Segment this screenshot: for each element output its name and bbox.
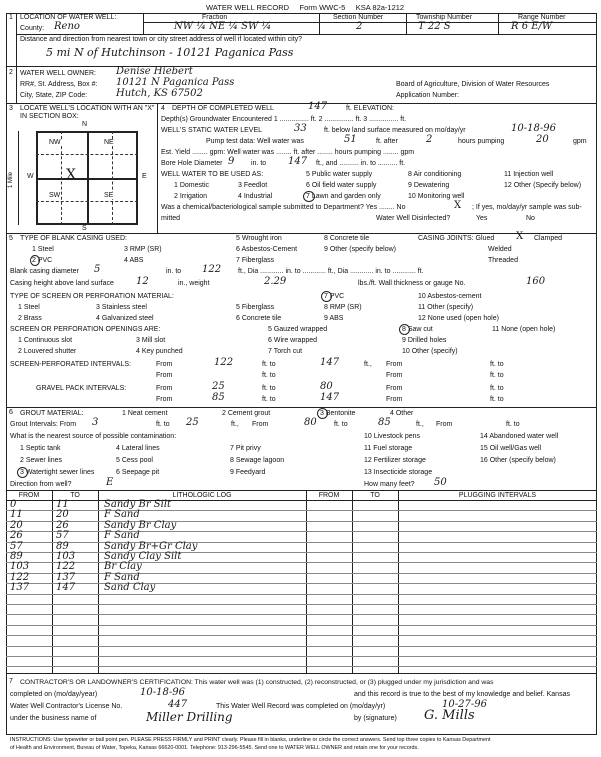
screen-option[interactable]: 3 Stainless steel <box>96 304 147 311</box>
plugging-intervals-header: PLUGGING INTERVALS <box>458 492 537 499</box>
pump-gpm-value[interactable]: 20 <box>536 134 549 145</box>
clamped-option[interactable]: Clamped <box>534 235 563 242</box>
business-name[interactable]: Miller Drilling <box>146 710 233 724</box>
use-option[interactable]: 1 Domestic <box>174 182 210 189</box>
log-cell-from[interactable]: 0 <box>10 499 17 510</box>
ft-to-label: ft. to <box>490 385 504 392</box>
use-option[interactable]: 3 Feedlot <box>238 182 268 189</box>
log-cell-to[interactable]: 11 <box>56 499 69 510</box>
weight-label: in., weight <box>178 280 210 287</box>
selected-circle-icon <box>321 291 332 302</box>
owner-label: WATER WELL OWNER: <box>20 70 96 77</box>
use-option[interactable]: 10 Monitoring well <box>408 193 465 200</box>
feet-value[interactable]: 50 <box>434 477 447 488</box>
gpm-label: gpm <box>573 138 587 145</box>
from-label: From <box>436 421 453 428</box>
pump-test-value[interactable]: 51 <box>344 134 357 145</box>
casing-option[interactable]: 8 Concrete tile <box>324 235 370 242</box>
grout-intervals-label: Grout Intervals: From <box>10 421 77 428</box>
grout-option-selected[interactable]: 3 Bentonite <box>320 410 356 417</box>
opening-option[interactable]: 1 Continuous slot <box>18 337 73 344</box>
casing-option[interactable]: 9 Other (specify below) <box>324 246 396 253</box>
casing-option[interactable]: 5 Wrought iron <box>236 235 282 242</box>
log-to-header: TO <box>70 492 80 499</box>
opening-option[interactable]: 4 Key punched <box>136 348 183 355</box>
contam-option[interactable]: 12 Fertilizer storage <box>364 457 426 464</box>
log-cell-to[interactable]: 26 <box>56 519 69 531</box>
nw-quadrant-label: NW <box>49 139 61 146</box>
log-from-header: FROM <box>18 492 40 499</box>
township-value[interactable]: T 22 S <box>418 21 451 32</box>
opening-option[interactable]: 11 None (open hole) <box>492 326 556 333</box>
township-label: Township Number <box>416 14 473 21</box>
grout-to-value[interactable]: 25 <box>186 417 199 428</box>
use-option-selected[interactable]: 7 Lawn and garden only <box>306 193 381 200</box>
contam-option[interactable]: 8 Sewage lagoon <box>230 457 285 464</box>
completed-tail: and this record is true to the best of my knowledge and belief. Kansas <box>354 691 570 698</box>
gauge-value[interactable]: 160 <box>526 276 546 287</box>
county-value[interactable]: Reno <box>54 21 80 32</box>
contam-option[interactable]: 16 Other (specify below) <box>480 457 556 464</box>
fraction-label: Fraction <box>202 14 228 21</box>
casing-depth-value[interactable]: 122 <box>202 264 222 275</box>
screen-option[interactable]: 5 Fiberglass <box>236 304 275 311</box>
pump-test-label: Pump test data: Well water was <box>206 138 304 145</box>
signature-label: by (signature) <box>354 715 397 722</box>
diam-tail: ft., Dia ............ in. to ............ ft., Dia ............ in. to ............ ft. <box>238 268 424 275</box>
screen-option[interactable]: 4 Galvanized steel <box>96 315 154 322</box>
log-cell-to[interactable]: 103 <box>56 551 76 562</box>
ft-to-label: ft. to <box>262 372 276 379</box>
ft-to-label: ft. to <box>334 421 348 428</box>
grout-from-value[interactable]: 3 <box>92 417 99 428</box>
range-label: Range Number <box>518 14 566 21</box>
after-label: ft. after <box>376 138 398 145</box>
depth-value[interactable]: 147 <box>308 101 328 112</box>
chem-sample-label: Was a chemical/bacteriological sample submitted to Department? Yes ........ No <box>161 204 406 211</box>
log-cell-desc[interactable]: Br Clay <box>104 561 142 573</box>
completed-label: completed on (mo/day/year) <box>10 691 98 698</box>
ft-to-label: ft. to <box>156 421 170 428</box>
bore-to-label: in. to <box>251 160 267 167</box>
log-cell-desc[interactable]: Sandy Br+Gr Clay <box>104 540 198 552</box>
log-cell-to[interactable]: 122 <box>56 561 76 573</box>
ft-to-label: ft. to <box>490 396 504 403</box>
casing-diameter-value[interactable]: 5 <box>94 264 101 275</box>
from-label: From <box>156 396 173 403</box>
screen-option[interactable]: 1 Steel <box>18 304 40 311</box>
ft-to-label: ft. to <box>262 361 276 368</box>
log-cell-desc[interactable]: Sandy Br Silt <box>104 499 172 510</box>
log-cell-desc[interactable]: Sand Clay <box>104 582 156 594</box>
log-rule <box>6 646 597 647</box>
contam-option[interactable]: 11 Fuel storage <box>364 445 413 452</box>
log-cell-desc[interactable]: F Sand <box>104 530 140 542</box>
water-well-record-form: WATER WELL RECORD Form WWC-5 KSA 82a-1212 1 LOCATION OF WATER WELL: Fraction Section Number Township Number Range Number County: Reno NW ¼ NE ¼ SW ¼ 2 T 22 S R 6 E/W Distance and direction from nearest town or city street address of well if located within city? 5 mi N of Hutchinson - 10121 Paganica Pass 2 WATER WELL OWNER: Denise Hiebert RR#, St. Address, Box #: 10121 N Paganica Pass City, State, ZIP Code: Hutch, KS 67502 Board of Agriculture, Division of Water Resources Application Number: 3 LOCATE WELL'S LOCATION WITH AN "X" IN SECTION BOX: N S W E 1 Mile NW NE SW SE X 4 DEPTH OF COMPLETED WELL 147 ft. ELEVATION: Depth(s) Groundwater Encountered 1 ............... ft. 2 ............... ft. 3 ............... ft. WELL'S STATIC WATER LEVEL 33 ft. below land surface measured on mo/day/yr 10-18-96 Pump test data: Well water was 51 ft. after 2 hours pumping 20 gpm Est. Yield ........ gpm: Well water was ........ ft. after ........ hours pumping ........ gpm Bore Hole Diameter 9 in. to 147 ft., and .......... in. to .......... ft. WELL WATER TO BE USED AS: 5 Public water supply 8 Air conditioning 11 Injection well 1 Domestic 3 Feedlot 6 Oil field water supply 9 Dewatering 12 Other (Specify below) 2 Irrigation 4 Industrial 7 Lawn and garden only 10 Monitoring well Was a chemical/bacteriological sample submitted to Department? Yes ........ No X ; If yes, mo/day/yr sample was sub- mitted Water Well Disinfected? Yes No 5 TYPE OF BLANK CASING USED: 5 Wrought iron 8 Concrete tile 1 Steel 3 RMP (SR) 6 Asbestos-Cement 9 Other (specify below) 2 PVC 4 ABS 7 Fiberglass CASING JOINTS: Glued X Clamped Welded Threaded Blank casing diameter 5 in. to 122 ft., Dia ............ in. to ............ ft., Dia ............ in. to ............ ft. Casing height above land surface 12 in., weight 2.29 lbs./ft. Wall thickness or gauge No. 160 TYPE OF SCREEN OR PERFORATION MATERIAL: 7 PVC 10 Asbestos-cement 1 Steel 3 Stainless steel 5 Fiberglass 8 RMP (SR) 11 Other (specify) 2 Brass 4 Galvanized steel 6 Concrete tile 9 ABS 12 None used (open hole) SCREEN OR PERFORATION OPENINGS ARE: 5 Gauzed wrapped 8 Saw cut 11 None (open hole) 1 Continuous slot 3 Mill slot 6 Wire wrapped 9 Drilled holes 2 Louvered shutter 4 Key punched 7 Torch cut 10 Other (specify) SCREEN-PERFORATED INTERVALS: From 122 ft. to 147 ft., From ft. to From ft. to From ft. to GRAVEL PACK INTERVALS: From 25 ft. to 80 From ft. to From 85 ft. to 147 From ft. to 6 GROUT MATERIAL: 1 Neat cement 2 Cement grout 3 Bentonite 4 Other Grout Intervals: From 3 ft. to 25 ft., From 80 ft. to 85 ft., From ft. to What is the nearest source of possible contamination: 10 Livestock pens 14 Abandoned water well 1 Septic tank 4 Lateral lines 7 Pit privy 11 Fuel storage 15 Oil well/Gas well 2 Sewer lines 5 Cess pool 8 Sewage lagoon 12 Fertilizer storage 16 Other (specify below) 3 Watertight sewer lines 6 Seepage pit 9 Feedyard 13 Insecticide storage Direction from well? E How many feet? 50 FROM TO LITHOLOGIC LOG FROM TO PLUGGING INTERVALS 0 11 Sandy Br Silt 11 20 F Sand 20 26 Sandy Br Clay 26 57 F Sand 57 89 Sandy Br+Gr Clay 89 103 Sandy Clay Silt 103 122 Br Clay 122 137 F Sand 137 147 Sand Clay 7 CONTRACTOR'S OR LANDOWNER'S CERTIFICATION: This water well was (1) constructed, (2) reconstructed, or (3) plugged under my jurisdiction and was completed on (mo/day/year) 10-18-96 and this record is true to the best of my knowledge and belief. Kansas Water Well Contractor's License No. 447 This Water Well Record was completed on (mo/day/yr) 10-27-96 under the business name of Miller Drilling by (signature) G. Mills INSTRUCTIONS: Use typewriter or ball point pen. PLEASE PRESS FIRMLY and PRINT clearly. Please fill in blanks, underline or circle the correct answers. Send top three copies to Kansas Department of Health and Environment, Bureau of Water, Topeka, Kansas 66620-0001. Telephone: 913-296-5545. Send one to WATER WELL OWNER and retain one for your records. <box>6 3 597 754</box>
log-cell-to[interactable]: 147 <box>56 582 76 594</box>
from-label: From <box>156 385 173 392</box>
section-number-label: Section Number <box>333 14 384 21</box>
chem-no-mark[interactable]: X <box>454 200 462 211</box>
bore-tail: ft., and .......... in. to .......... ft. <box>316 160 406 167</box>
opening-option[interactable]: 2 Louvered shutter <box>18 348 77 355</box>
from-label: From <box>156 361 173 368</box>
grout-material-label: GROUT MATERIAL: <box>20 410 84 417</box>
opening-option[interactable]: 5 Gauzed wrapped <box>268 326 328 333</box>
selected-circle-icon <box>317 408 328 419</box>
log-cell-from[interactable]: 11 <box>10 509 23 521</box>
city-value[interactable]: Hutch, KS 67502 <box>116 88 203 99</box>
screen-option[interactable]: 2 Brass <box>18 315 42 322</box>
instructions-line-2: of Health and Environment, Bureau of Water, Topeka, Kansas 66620-0001. Telephone: 913-296-5545. Send one to WATER WELL OWNER and retain one for your records. <box>10 745 419 751</box>
casing-option[interactable]: 1 Steel <box>32 246 54 253</box>
business-label: under the business name of <box>10 715 97 722</box>
bore-depth-value[interactable]: 147 <box>288 156 308 167</box>
distance-label: Distance and direction from nearest town or city street address of well if located within city? <box>20 36 303 43</box>
license-value[interactable]: 447 <box>168 699 188 710</box>
use-option[interactable]: 5 Public water supply <box>306 171 373 178</box>
diam-to-label: in. to <box>166 268 182 275</box>
glued-mark[interactable]: X <box>516 231 524 242</box>
casing-joints-label: CASING JOINTS: Glued <box>418 235 495 242</box>
log-rule <box>6 625 597 626</box>
disinfected-no[interactable]: No <box>526 215 535 222</box>
screen-from-value[interactable]: 122 <box>214 357 234 368</box>
opening-option[interactable]: 6 Wire wrapped <box>268 337 318 344</box>
east-label: E <box>142 173 147 180</box>
direction-value[interactable]: E <box>106 477 114 488</box>
contamination-label: What is the nearest source of possible contamination: <box>10 433 177 440</box>
opening-option-selected[interactable]: 8 Saw cut <box>402 326 433 333</box>
section-value[interactable]: 2 <box>356 21 363 32</box>
selected-circle-icon <box>399 324 410 335</box>
ne-quadrant-label: NE <box>104 139 114 146</box>
screen-intervals-label: SCREEN-PERFORATED INTERVALS: <box>10 361 131 368</box>
elevation-label: ft. ELEVATION: <box>346 105 394 112</box>
use-option[interactable]: 8 Air conditioning <box>408 171 462 178</box>
contam-option-selected[interactable]: 3 Watertight sewer lines <box>20 469 95 476</box>
selected-circle-icon <box>17 467 28 478</box>
screen-option[interactable]: 12 None used (open hole) <box>418 315 499 322</box>
ft-to-label: ft. to <box>490 372 504 379</box>
from-label: From <box>156 372 173 379</box>
use-option[interactable]: 11 Injection well <box>504 171 554 178</box>
one-mile-label: 1 Mile <box>8 171 14 188</box>
threaded-option[interactable]: Threaded <box>488 257 518 264</box>
direction-label: Direction from well? <box>10 481 72 488</box>
log-cell-from[interactable]: 20 <box>10 519 23 531</box>
disinfected-yes[interactable]: Yes <box>476 215 488 222</box>
range-value[interactable]: R 6 E/W <box>511 21 553 32</box>
contam-option[interactable]: 5 Cess pool <box>116 457 153 464</box>
contam-option[interactable]: 13 Insecticide storage <box>364 469 433 476</box>
certification-text: CONTRACTOR'S OR LANDOWNER'S CERTIFICATION: This water well was (1) constructed, (2) reconstructed, or (3) plugged under my jurisdiction and was <box>20 679 494 686</box>
completed-date[interactable]: 10-18-96 <box>140 687 185 698</box>
well-location-mark: X <box>66 167 76 183</box>
application-number-label: Application Number: <box>396 92 460 99</box>
contam-option[interactable]: 4 Lateral lines <box>116 445 160 452</box>
address-value[interactable]: 10121 N Paganica Pass <box>116 77 235 88</box>
board-text: Board of Agriculture, Division of Water Resources <box>396 81 550 88</box>
screen-option[interactable]: 8 RMP (SR) <box>324 304 362 311</box>
address-label: RR#, St. Address, Box #: <box>20 81 98 88</box>
chem-sample-tail: ; If yes, mo/day/yr sample was sub- <box>472 204 582 211</box>
gravel-to-value[interactable]: 80 <box>320 381 333 392</box>
from-label: From <box>386 385 403 392</box>
disinfected-label: Water Well Disinfected? <box>376 215 451 222</box>
owner-value[interactable]: Denise Hiebert <box>116 66 193 77</box>
log-cell-from[interactable]: 26 <box>10 530 23 542</box>
casing-type-label: TYPE OF BLANK CASING USED: <box>20 235 127 242</box>
gravel-pack-label: GRAVEL PACK INTERVALS: <box>36 385 127 392</box>
screen-option[interactable]: 11 Other (specify) <box>418 304 474 311</box>
grout-to-value-2[interactable]: 85 <box>378 417 391 428</box>
opening-option[interactable]: 10 Other (specify) <box>402 348 458 355</box>
static-level-date[interactable]: 10-18-96 <box>511 123 556 134</box>
record-date[interactable]: 10-27-96 <box>442 699 487 710</box>
license-tail: This Water Well Record was completed on (mo/day/yr) <box>216 703 386 710</box>
pump-hours-value[interactable]: 2 <box>426 134 433 145</box>
use-option[interactable]: 6 Oil field water supply <box>306 182 377 189</box>
form-number: Form WWC-5 <box>299 3 346 12</box>
use-label: WELL WATER TO BE USED AS: <box>161 171 264 178</box>
log-cell-desc[interactable]: Sandy Clay Silt <box>104 551 182 562</box>
selected-circle-icon <box>303 191 315 202</box>
feet-label: How many feet? <box>364 481 415 488</box>
log-cell-from[interactable]: 89 <box>10 551 23 562</box>
grout-from-value-2[interactable]: 80 <box>304 417 317 428</box>
log-cell-desc[interactable]: F Sand <box>104 509 140 521</box>
ft-label: ft., <box>416 421 424 428</box>
contam-option[interactable]: 1 Septic tank <box>20 445 61 452</box>
opening-option[interactable]: 7 Torch cut <box>268 348 303 355</box>
license-label: Water Well Contractor's License No. <box>10 703 123 710</box>
ft-to-label: ft. to <box>490 361 504 368</box>
ft-label: ft., <box>364 361 372 368</box>
contam-option[interactable]: 2 Sewer lines <box>20 457 63 464</box>
casing-diameter-label: Blank casing diameter <box>10 268 79 275</box>
ft-label: ft., <box>231 421 239 428</box>
hours-pumping-label: hours pumping <box>458 138 505 145</box>
groundwater-line: Depth(s) Groundwater Encountered 1 ............... ft. 2 ............... ft. 3 ............... ft. <box>161 116 407 123</box>
contam-option[interactable]: 7 Pit privy <box>230 445 261 452</box>
static-level-label: WELL'S STATIC WATER LEVEL <box>161 127 263 134</box>
casing-option[interactable]: 4 ABS <box>124 257 144 264</box>
bore-label: Bore Hole Diameter <box>161 160 223 167</box>
log-cell-to[interactable]: 57 <box>56 530 69 542</box>
casing-height-label: Casing height above land surface <box>10 280 114 287</box>
gravel-from-value[interactable]: 85 <box>212 392 225 403</box>
from-label: From <box>252 421 269 428</box>
west-label: W <box>27 173 34 180</box>
from-label: From <box>386 361 403 368</box>
log-cell-to[interactable]: 20 <box>56 509 69 521</box>
plug-to-header: TO <box>370 492 380 499</box>
grout-option[interactable]: 4 Other <box>390 410 414 417</box>
locate-well-label: LOCATE WELL'S LOCATION WITH AN "X" IN SECTION BOX: <box>20 105 155 120</box>
static-level-value[interactable]: 33 <box>294 123 307 134</box>
screen-option[interactable]: 6 Concrete tile <box>236 315 282 322</box>
gravel-to-value[interactable]: 147 <box>320 392 340 403</box>
fraction-value[interactable]: NW ¼ NE ¼ SW ¼ <box>174 21 272 32</box>
log-cell-from[interactable]: 122 <box>10 571 30 583</box>
grout-option[interactable]: 2 Cement grout <box>222 410 271 417</box>
casing-option[interactable]: 3 RMP (SR) <box>124 246 162 253</box>
screen-option-selected[interactable]: 7 PVC <box>324 293 345 300</box>
contam-option[interactable]: 15 Oil well/Gas well <box>480 445 542 452</box>
casing-option-selected[interactable]: 2 PVC <box>32 257 53 264</box>
ft-to-label: ft. to <box>506 421 520 428</box>
opening-option[interactable]: 3 Mill slot <box>136 337 166 344</box>
from-label: From <box>386 396 403 403</box>
form-ksa: KSA 82a-1212 <box>355 3 405 12</box>
opening-option[interactable]: 9 Drilled holes <box>402 337 447 344</box>
log-rule <box>6 604 597 605</box>
city-label: City, State, ZIP Code: <box>20 92 88 99</box>
use-option[interactable]: 2 Irrigation <box>174 193 208 200</box>
casing-height-value[interactable]: 12 <box>136 276 149 287</box>
casing-option[interactable]: 7 Fiberglass <box>236 257 275 264</box>
casing-option[interactable]: 6 Asbestos-Cement <box>236 246 298 253</box>
log-cell-desc[interactable]: Sandy Br Clay <box>104 519 177 531</box>
screen-material-label: TYPE OF SCREEN OR PERFORATION MATERIAL: <box>10 293 174 300</box>
distance-value[interactable]: 5 mi N of Hutchinson - 10121 Paganica Pass <box>46 46 294 59</box>
mitted-label: mitted <box>161 215 181 222</box>
log-rule <box>6 614 597 615</box>
form-header <box>206 3 404 12</box>
ft-to-label: ft. to <box>262 396 276 403</box>
openings-label: SCREEN OR PERFORATION OPENINGS ARE: <box>10 326 161 333</box>
se-quadrant-label: SE <box>104 192 114 199</box>
signature[interactable]: G. Mills <box>424 708 475 723</box>
weight-value[interactable]: 2.29 <box>264 276 287 287</box>
contam-option[interactable]: 6 Seepage pit <box>116 469 160 476</box>
welded-option[interactable]: Welded <box>488 246 512 253</box>
use-option[interactable]: 9 Dewatering <box>408 182 450 189</box>
sw-quadrant-label: SW <box>49 192 61 199</box>
screen-option[interactable]: 10 Asbestos-cement <box>418 293 482 300</box>
lithologic-log-header: LITHOLOGIC LOG <box>172 492 232 499</box>
depth-label: DEPTH OF COMPLETED WELL <box>172 105 274 112</box>
log-rule <box>6 594 597 595</box>
log-cell-from[interactable]: 103 <box>10 561 30 573</box>
log-cell-to[interactable]: 89 <box>56 540 69 552</box>
bore-diameter-value[interactable]: 9 <box>228 156 235 167</box>
screen-option[interactable]: 9 ABS <box>324 315 344 322</box>
contam-option[interactable]: 14 Abandoned water well <box>480 433 559 440</box>
county-label: County: <box>20 25 45 32</box>
plug-from-header: FROM <box>318 492 340 499</box>
use-option[interactable]: 4 Industrial <box>238 193 273 200</box>
log-cell-from[interactable]: 137 <box>10 582 30 594</box>
ft-to-label: ft. to <box>262 385 276 392</box>
static-level-tail: ft. below land surface measured on mo/day/yr <box>324 127 466 134</box>
log-rule <box>6 635 597 636</box>
weight-tail: lbs./ft. Wall thickness or gauge No. <box>358 280 466 287</box>
north-label: N <box>82 121 88 128</box>
grout-option[interactable]: 1 Neat cement <box>122 410 168 417</box>
log-cell-to[interactable]: 137 <box>56 571 76 583</box>
south-label: S <box>82 225 87 232</box>
screen-to-value[interactable]: 147 <box>320 357 340 368</box>
contam-option[interactable]: 10 Livestock pens <box>364 433 421 440</box>
use-option[interactable]: 12 Other (Specify below) <box>504 182 582 189</box>
selected-circle-icon <box>30 255 40 266</box>
yield-line: Est. Yield ........ gpm: Well water was ........ ft. after ........ hours pumping ........ gpm <box>161 149 415 156</box>
log-rule <box>6 666 597 667</box>
instructions-line-1: INSTRUCTIONS: Use typewriter or ball point pen. PLEASE PRESS FIRMLY and PRINT clearly. Please fill in blanks, underline or circle the correct answers. Send top three copies to Kansas Department <box>10 737 491 743</box>
contam-option[interactable]: 9 Feedyard <box>230 469 266 476</box>
location-label: LOCATION OF WATER WELL: <box>20 14 117 21</box>
log-cell-from[interactable]: 57 <box>10 540 23 552</box>
gravel-from-value[interactable]: 25 <box>212 381 225 392</box>
log-cell-desc[interactable]: F Sand <box>104 571 140 583</box>
log-rule <box>6 656 597 657</box>
form-title: WATER WELL RECORD <box>206 3 290 12</box>
from-label: From <box>386 372 403 379</box>
